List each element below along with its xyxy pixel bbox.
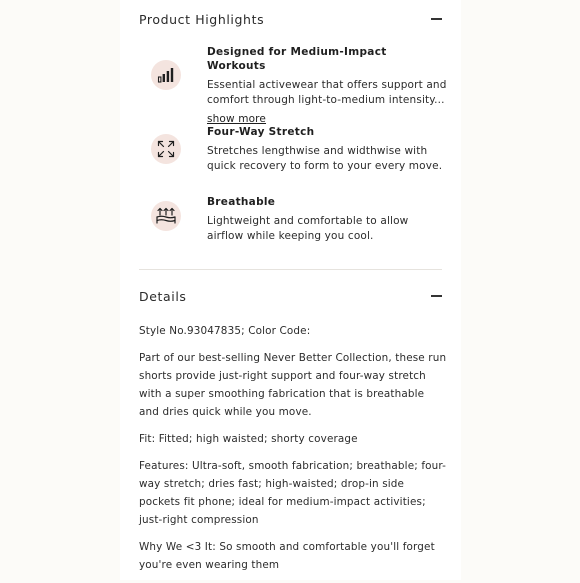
collapse-minus-icon[interactable] xyxy=(430,13,442,25)
highlight-description: Lightweight and comfortable to allow airflow while keeping you cool. xyxy=(207,215,409,242)
fit-info: Fit: Fitted; high waisted; shorty coverage xyxy=(139,433,358,445)
why-we-love-it: Why We <3 It: So smooth and comfortable you'll forget you're even wearing them xyxy=(139,541,435,571)
product-highlights-header[interactable] xyxy=(139,7,442,31)
highlight-text xyxy=(207,45,447,127)
show-more-link[interactable]: show more xyxy=(207,113,267,125)
collapse-minus-icon[interactable] xyxy=(430,290,442,302)
features-info: Features: Ultra-soft, smooth fabrication; breathable; four-way stretch; dries fast; high-waisted; drop-in side pockets fit phone; ideal for medium-impact activities; just-right compression xyxy=(139,460,447,526)
highlight-text xyxy=(207,195,447,243)
highlight-title: Breathable xyxy=(207,196,276,208)
highlight-description: Essential activewear that offers support and comfort through light-to-medium intensity... xyxy=(207,79,447,106)
section-divider xyxy=(139,269,442,270)
details-title: Details xyxy=(139,288,187,304)
highlight-text xyxy=(207,125,447,173)
product-highlights-title: Product Highlights xyxy=(139,11,265,27)
product-description: Part of our best-selling Never Better Collection, these run shorts provide just-right support and four-way stretch with a super smoothing fabrication that is breathable and dries quick while you move. xyxy=(139,352,447,418)
airflow-icon xyxy=(151,201,181,231)
highlight-title: Designed for Medium-Impact Workouts xyxy=(207,46,387,72)
details-body xyxy=(139,322,447,583)
highlight-description: Stretches lengthwise and widthwise with quick recovery to form to your every move. xyxy=(207,145,443,172)
style-number: Style No.93047835; Color Code: xyxy=(139,325,311,337)
details-header[interactable] xyxy=(139,284,442,308)
expand-arrows-icon xyxy=(151,134,181,164)
signal-bars-icon xyxy=(151,60,181,90)
highlight-title: Four-Way Stretch xyxy=(207,126,315,138)
